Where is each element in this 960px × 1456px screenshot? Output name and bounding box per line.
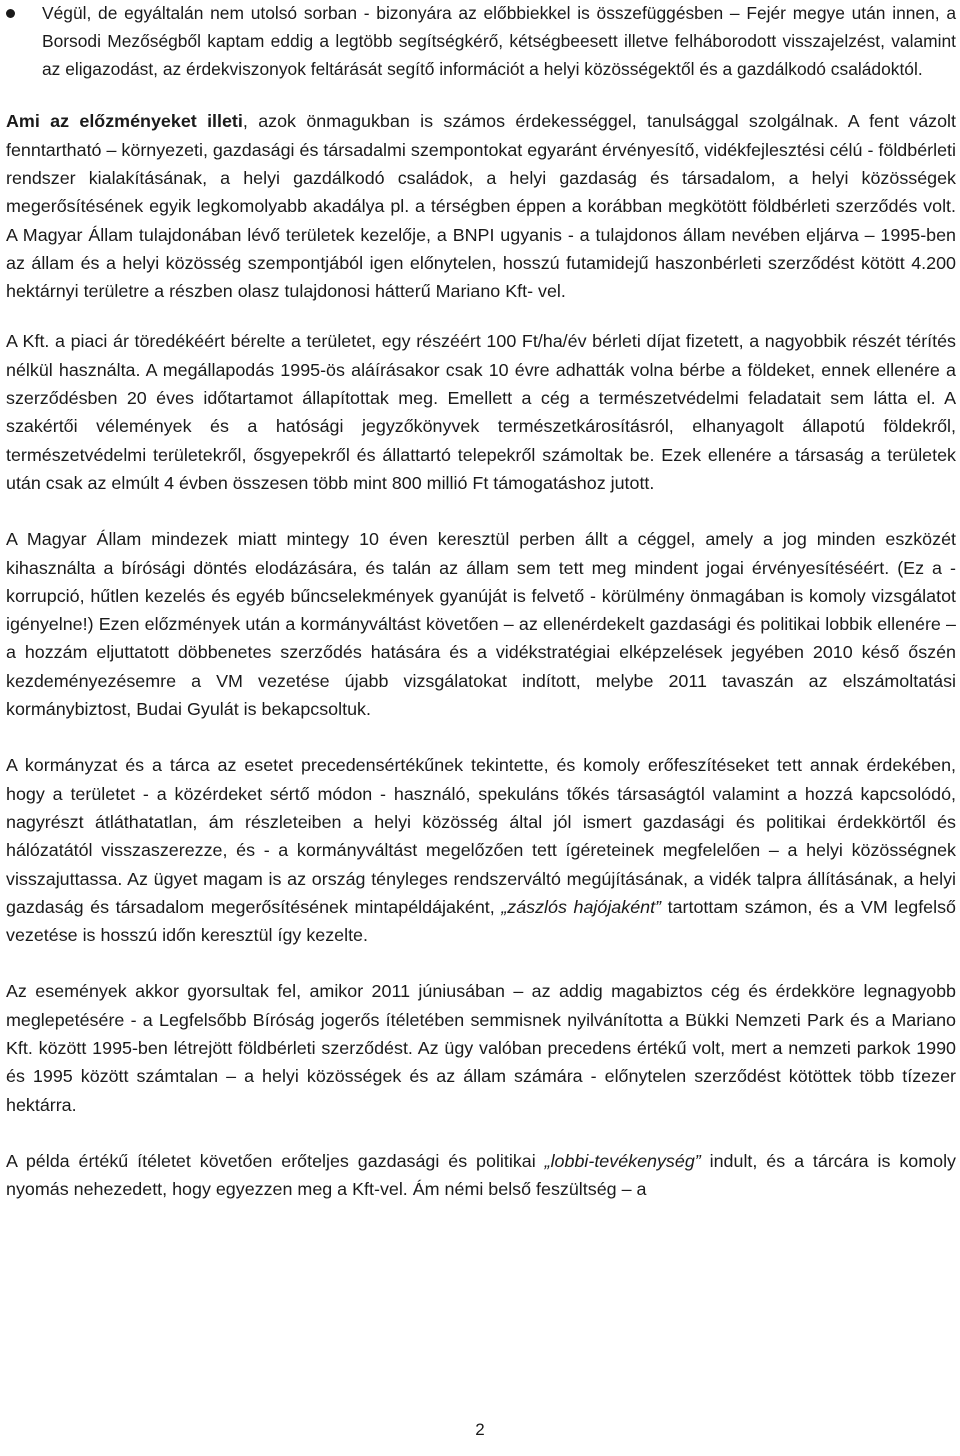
paragraph-text: Az események akkor gyorsultak fel, amikor 2011 júniusában – az addig magabiztos cég és érdekköre legnagyobb meglepetésére - a Legfelsőbb Bíróság jogerős ítéletében semmisnek nyilvánította a Bükki Nemzeti Park és a Mariano Kft. között 1995-ben létrejött földbérleti szerződést. Az ügy valóban precedens értékű volt, mert a nemzeti parkok 1990 és 1995 között számtalan – a helyi közösségek és az állam számára - előnytelen szerződést kötöttek több tízezer hektárra.	[6, 981, 956, 1115]
paragraph-lobby	[6, 1147, 956, 1204]
paragraph-text: A példa értékű ítéletet követően erőteljes gazdasági és politikai	[6, 1150, 545, 1171]
paragraph-text: A Kft. a piaci ár töredékéért bérelte a területet, egy részéért 100 Ft/ha/év bérleti díjat fizetett, a nagyobbik részét térítés nélkül használta. A megállapodás 1995-ös aláírásakor csak 10 évre adhatták volna bérbe a földeket, ennek ellenére a szerződésben 20 éves időtartamot állapítottak meg. Emellett a cég a természetvédelmi feladatait sem látta el. A szakértői vélemények és a hatósági jegyzőkönyvek természetkárosításról, elhanyagolt állapotú földekről, természetvédelmi területekről, ősgyepekről és állattartó telepekről számoltak be. Ezek ellenére a társaság a területek után csak az elmúlt 4 évben összesen több mint 800 millió Ft támogatáshoz jutott.	[6, 331, 956, 493]
bullet-icon	[6, 9, 15, 18]
document-page	[6, 0, 956, 1203]
paragraph-text: A kormányzat és a tárca az esetet precedensértékűnek tekintette, és komoly erőfeszítéseket tett annak érdekében, hogy a területet - a közérdeket sértő módon - használó, spekuláns tőkés társaságtól valamint a hozzá kapcsolódó, nagyrészt átláthatatlan, ám részleteiben a helyi közösség által jól ismert gazdasági és politikai érdekkörtől és hálózatától visszaszerezze, és - a kormányváltást megelőzően tett ígéreteinek megfelelően – a helyi közösségnek visszajuttassa. Az ügyet magam is az ország tényleges rendszerváltó megújításának, a vidék talpra állításának, a helyi gazdaság és társadalom megerősítésének mintapéldájaként,	[6, 755, 956, 917]
paragraph-precedents	[6, 107, 956, 305]
paragraph-text: A Magyar Állam mindezek miatt mintegy 10 éven keresztül perben állt a céggel, amely a jog minden eszközét kihasználta a bírósági döntés elodázására, és talán az állam sem tett meg mindent jogai érvényesítéséért. (Ez a - korrupció, hűtlen kezelés és egyéb bűncselekmények gyanúját is felvető - körülmény önmagában is komoly vizsgálatot igényelne!) Ezen előzmények után a kormányváltást követően – az ellenérdekelt gazdasági és politikai lobbik ellenére – a hozzám eljuttatott döbbenetes szerződés hatására és a vidékstratégiai elképzelések jegyében 2010 késő őszén kezdeményezésemre a VM vezetése újabb vizsgálatokat indított, melybe 2011 tavaszán az elszámoltatási kormánybiztost, Budai Gyulát is bekapcsoltuk.	[6, 529, 956, 720]
bullet-item	[6, 0, 956, 83]
italic-quote: „lobbi-tevékenység”	[544, 1150, 701, 1171]
bullet-paragraph-text: Végül, de egyáltalán nem utolsó sorban - bizonyára az előbbiekkel is összefüggésben – Fejér megye után innen, a Borsodi Mezőségből kaptam eddig a legtöbb segítségkérő, kétségbeesett illetve felháborodott visszajelzést, valamint az eligazodást, az érdekviszonyok feltárását segítő információt a helyi közösségektől és a gazdálkodó családoktól.	[42, 3, 956, 79]
paragraph-government	[6, 751, 956, 949]
paragraph-lawsuit	[6, 525, 956, 723]
page-number: 2	[475, 1420, 485, 1439]
paragraph-text: indult, és a tárcára is komoly nyomás nehezedett, hogy egyezzen meg a Kft-vel. Ám némi belső feszültség – a	[6, 1150, 956, 1200]
italic-quote: „zászlós hajójaként”	[501, 896, 662, 917]
paragraph-kft-lease	[6, 327, 956, 497]
paragraph-supreme-court	[6, 977, 956, 1118]
bold-lead-text: Ami az előzményeket illeti	[6, 111, 243, 132]
paragraph-text: tartottam számon, és a VM legfelső vezetése is hosszú időn keresztül így kezelte.	[6, 896, 957, 946]
paragraph-text: , azok önmagukban is számos érdekességgel, tanulsággal szolgálnak. A fent vázolt fenntartható – környezeti, gazdasági és társadalmi szempontokat egyaránt érvényesítő, vidékfejlesztési célú - földbérleti rendszer kialakításának, a helyi gazdálkodó családok, a helyi gazdaság és társadalom, a helyi közösségek megerősítésének egyik legkomolyabb akadálya pl. a térségben éppen a korábban megkötött földbérleti szerződés volt. A Magyar Állam tulajdonában lévő területek kezelője, a BNPI ugyanis - a tulajdonos állam nevében eljárva – 1995-ben az állam és a helyi közösség szempontjából igen előnytelen, hosszú futamidejű haszonbérleti szerződést kötött 4.200 hektárnyi területre a részben olasz tulajdonosi hátterű Mariano Kft- vel.	[6, 111, 957, 302]
